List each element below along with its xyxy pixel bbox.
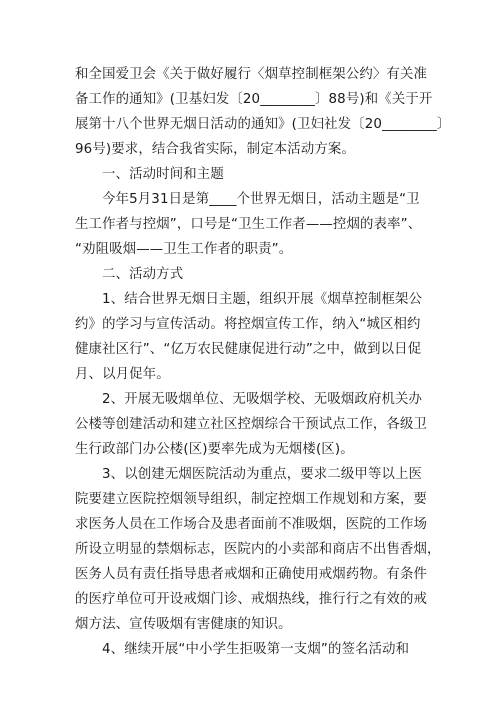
text-line: 备工作的通知》(卫基妇发〔20________〕88号)和《关于开 — [75, 92, 433, 107]
text-line: 健康社区行”、“亿万农民健康促进行动”之中，做到以日促 — [75, 342, 422, 357]
text-line: 生工作者与控烟”，口号是“卫生工作者——控烟的表率”、 — [75, 217, 422, 232]
text-line: 公楼等创建活动和建立社区控烟综合干预试点工作，各级卫 — [75, 417, 428, 432]
text-line: 月、以月促年。 — [75, 367, 170, 382]
text-line: 的医疗单位可开设戒烟门诊、戒烟热线，推行行之有效的戒 — [75, 592, 428, 607]
section-heading: 一、活动时间和主题 — [102, 167, 224, 182]
text-line: 院要建立医院控烟领导组织，制定控烟工作规划和方案，要 — [75, 492, 428, 507]
text-line: 烟方法、宣传吸烟有害健康的知识。 — [75, 617, 292, 632]
text-line: 医务人员有责任指导患者戒烟和正确使用戒烟药物。有条件 — [75, 567, 428, 582]
text-line: 3、以创建无烟医院活动为重点，要求二级甲等以上医 — [102, 467, 423, 482]
text-line: 展第十八个世界无烟日活动的通知》(卫妇社发〔20________〕 — [75, 117, 451, 132]
text-line: 96号)要求，结合我省实际，制定本活动方案。 — [75, 142, 355, 157]
text-line: 1、结合世界无烟日主题，组织开展《烟草控制框架公 — [102, 292, 423, 307]
text-line: 求医务人员在工作场合及患者面前不准吸烟，医院的工作场 — [75, 517, 428, 532]
text-line: 和全国爱卫会《关于做好履行〈烟草控制框架公约〉有关准 — [75, 67, 428, 82]
text-line: 约》的学习与宣传活动。将控烟宣传工作，纳入“城区相约 — [75, 317, 421, 332]
text-line: “劝阻吸烟——卫生工作者的职责”。 — [75, 242, 293, 257]
section-heading: 二、活动方式 — [102, 267, 184, 282]
text-line: 2、开展无吸烟单位、无吸烟学校、无吸烟政府机关办 — [102, 392, 423, 407]
text-line: 今年5月31日是第____个世界无烟日，活动主题是“卫 — [102, 192, 420, 207]
text-line: 生行政部门办公楼(区)要率先成为无烟楼(区)。 — [75, 442, 354, 457]
text-line: 所设立明显的禁烟标志，医院内的小卖部和商店不出售香烟， — [75, 542, 441, 557]
text-line: 4、继续开展“中小学生拒吸第一支烟”的签名活动和 — [102, 642, 410, 657]
